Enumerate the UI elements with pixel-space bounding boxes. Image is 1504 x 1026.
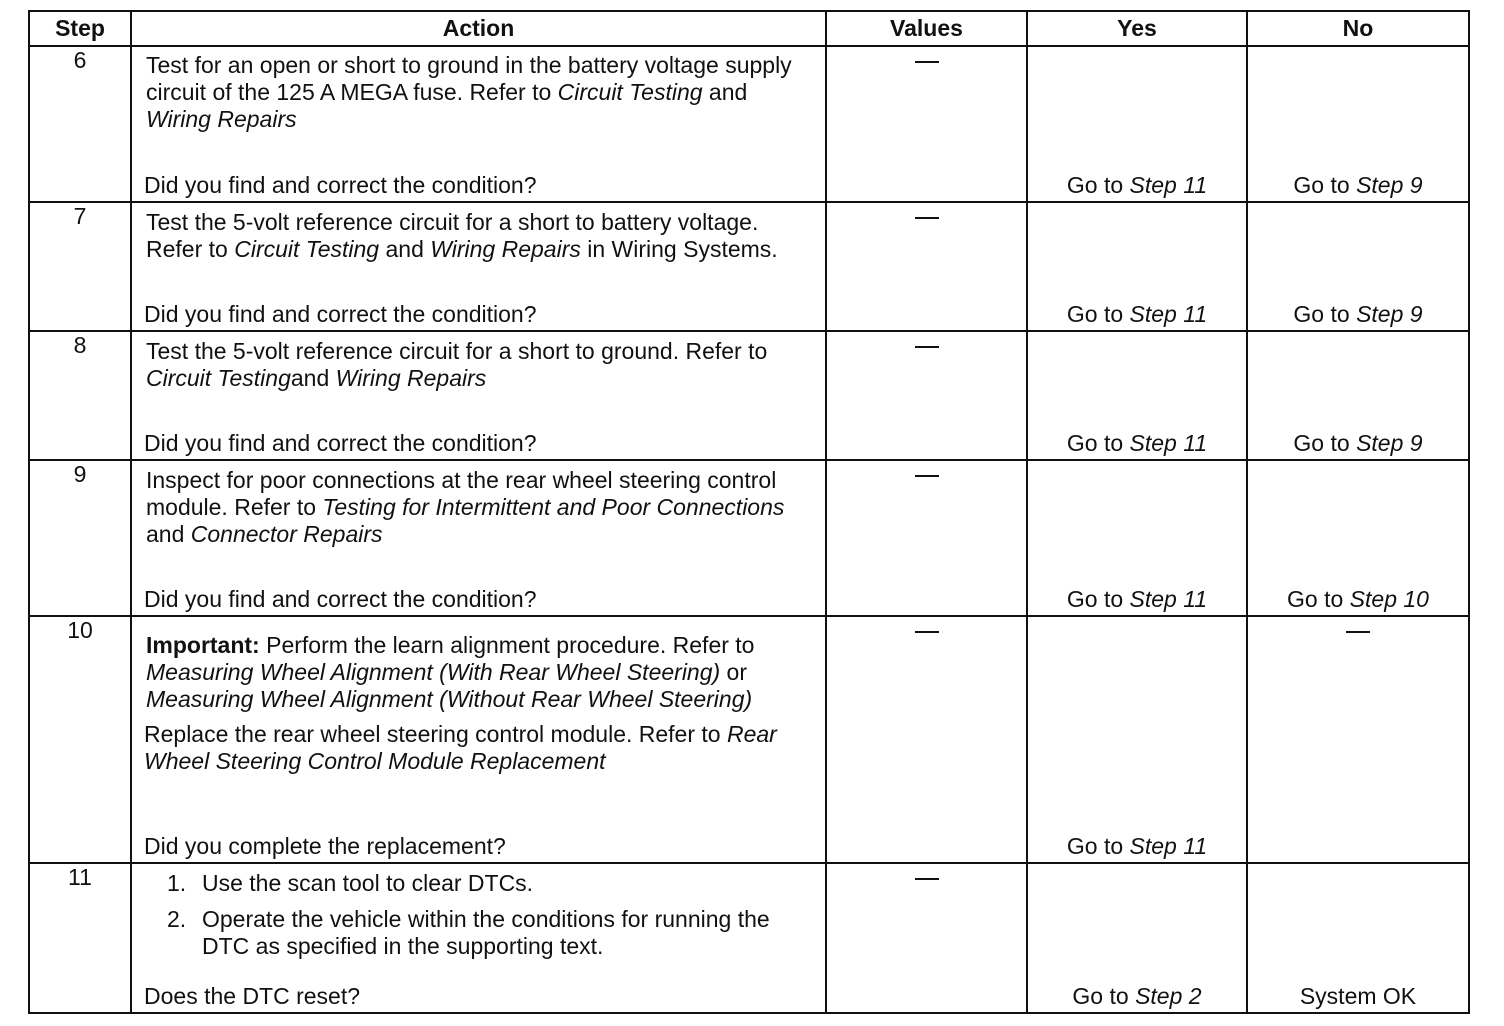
table-row [29,460,1469,616]
action-cell [131,331,826,460]
table-row [29,331,1469,460]
no-cell [1247,863,1469,1013]
instruction-list [132,870,825,960]
values-cell [826,460,1027,616]
action-cell [131,616,826,863]
header-yes: Yes [1027,11,1247,46]
values-cell [826,202,1027,331]
empty-value-dash [1346,631,1370,633]
table-row [29,202,1469,331]
no-cell [1247,616,1469,863]
yes-goto: Go to Step 11 [1066,172,1208,198]
action-cell [131,460,826,616]
yes-goto: Go to Step 11 [1066,301,1208,327]
empty-value-dash [915,61,939,63]
reference-link: Rear Wheel Steering Control Module Replacement [144,721,777,774]
no-result: System OK [1299,983,1417,1009]
step-number: 8 [29,331,131,460]
reference-link: Circuit Testing [557,79,703,105]
action-cell [131,46,826,202]
reference-link: Measuring Wheel Alignment (With Rear Wheel Steering) [146,659,721,685]
no-cell [1247,460,1469,616]
step-number: 7 [29,202,131,331]
values-cell [826,331,1027,460]
table-row [29,863,1469,1013]
header-values: Values [826,11,1027,46]
action-text: Replace the rear wheel steering control module. Refer to Rear Wheel Steering Control Module Replacement [144,721,777,774]
values-cell [826,46,1027,202]
action-text: Test for an open or short to ground in the battery voltage supply circuit of the 125 A MEGA fuse. Refer to Circuit Testing and Wiring Repairs [146,52,792,132]
values-cell [826,863,1027,1013]
list-item: 1. Use the scan tool to clear DTCs. [167,870,534,896]
action-text: Inspect for poor connections at the rear wheel steering control module. Refer to Testing for Intermittent and Poor Connections and Connector Repairs [146,467,785,547]
no-goto: Go to Step 9 [1293,430,1423,456]
empty-value-dash [915,631,939,633]
action-text: Test the 5-volt reference circuit for a short to ground. Refer to Circuit Testingand Wiring Repairs [146,338,768,391]
step-number: 11 [29,863,131,1013]
yes-cell [1027,616,1247,863]
yes-goto: Go to Step 11 [1066,430,1208,456]
no-goto: Go to Step 9 [1293,301,1423,327]
yes-goto: Go to Step 2 [1072,983,1202,1009]
values-cell [826,616,1027,863]
step-number: 9 [29,460,131,616]
header-action: Action [131,11,826,46]
step-number: 6 [29,46,131,202]
reference-link: Connector Repairs [190,521,383,547]
action-question: Did you find and correct the condition? [144,430,537,456]
empty-value-dash [915,475,939,477]
yes-cell [1027,46,1247,202]
header-row [29,11,1469,46]
reference-link: Testing for Intermittent and Poor Connections [322,494,785,520]
diagnostic-table [28,10,1470,1014]
step-number: 10 [29,616,131,863]
yes-cell [1027,460,1247,616]
no-goto: Go to Step 10 [1287,586,1429,612]
table-row [29,46,1469,202]
empty-value-dash [915,878,939,880]
no-cell [1247,46,1469,202]
no-goto: Go to Step 9 [1293,172,1423,198]
important-label: Important: [146,632,260,658]
yes-goto: Go to Step 11 [1066,833,1208,859]
action-cell [131,863,826,1013]
action-cell [131,202,826,331]
reference-link: Circuit Testing [234,236,380,262]
action-question: Did you complete the replacement? [144,833,506,859]
yes-cell [1027,331,1247,460]
table-row [29,616,1469,863]
header-no: No [1247,11,1469,46]
action-question: Did you find and correct the condition? [144,301,537,327]
reference-link: Wiring Repairs [335,365,487,391]
reference-link: Wiring Repairs [430,236,581,262]
header-step: Step [29,11,131,46]
action-text: Test the 5-volt reference circuit for a short to battery voltage. Refer to Circuit Testing and Wiring Repairs in Wiring Systems. [146,209,778,262]
reference-link: Circuit Testing [146,365,291,391]
no-cell [1247,331,1469,460]
list-item: 2. Operate the vehicle within the conditions for running the DTC as specified in the supporting text. [167,906,770,959]
action-question: Does the DTC reset? [144,983,361,1009]
no-cell [1247,202,1469,331]
reference-link: Wiring Repairs [146,106,297,132]
yes-cell [1027,202,1247,331]
yes-cell [1027,863,1247,1013]
action-question: Did you find and correct the condition? [144,586,537,612]
reference-link: Measuring Wheel Alignment (Without Rear Wheel Steering) [146,686,753,712]
important-note: Important: Perform the learn alignment procedure. Refer to Measuring Wheel Alignment (With Rear Wheel Steering) or Measuring Wheel Alignment (Without Rear Wheel Steering) [146,632,755,712]
action-question: Did you find and correct the condition? [144,172,537,198]
yes-goto: Go to Step 11 [1066,586,1208,612]
empty-value-dash [915,217,939,219]
empty-value-dash [915,346,939,348]
